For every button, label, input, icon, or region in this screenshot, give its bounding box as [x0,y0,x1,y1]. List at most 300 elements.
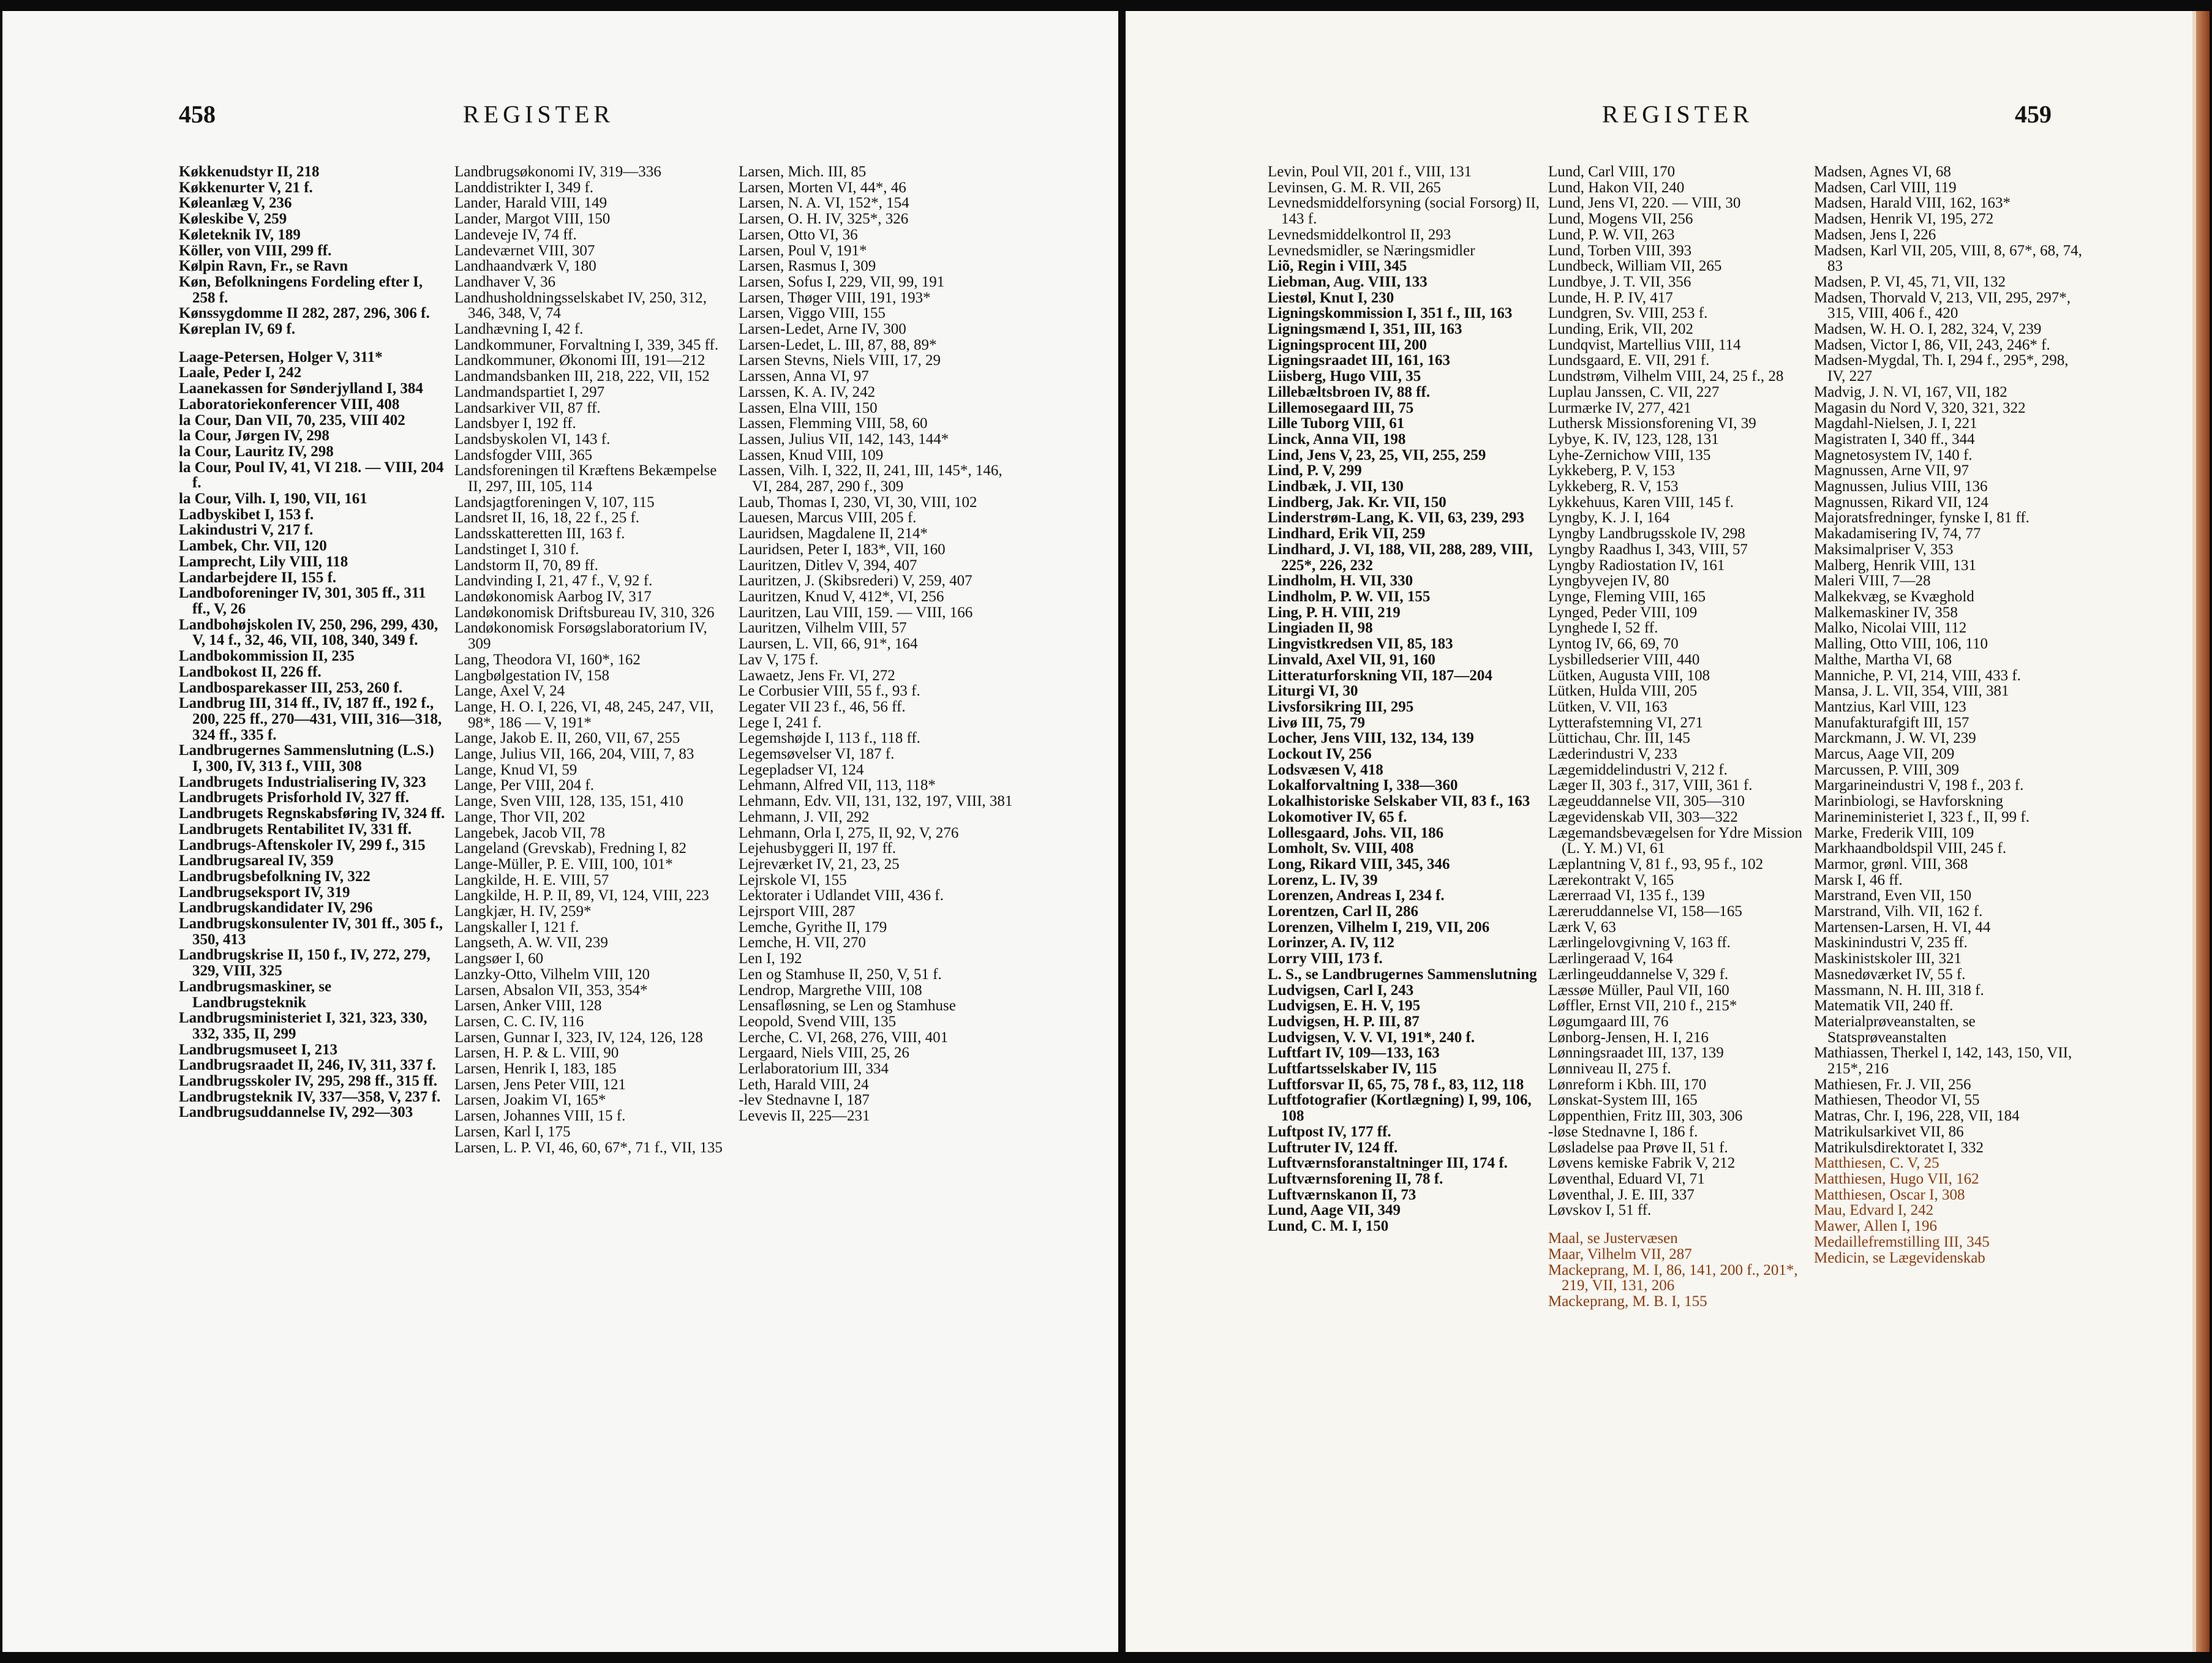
index-entry: Lindhard, J. VI, 188, VII, 288, 289, VIII, 225*, 226, 232 [1268,541,1533,574]
index-entry: Lynghede I, 52 ff. [1548,620,1658,637]
index-entry: Maar, Vilhelm VII, 287 [1548,1245,1692,1263]
index-entry: Larsen, Otto VI, 36 [739,226,858,243]
index-entry: Larsen, Jens Peter VIII, 121 [454,1076,626,1093]
index-entry: Lütken, Hulda VIII, 205 [1548,683,1698,700]
index-entry: Majoratsfredninger, fynske I, 81 ff. [1814,509,2030,527]
index-entry: Levnedsmiddelkontrol II, 293 [1268,226,1451,243]
index-entry: Læssøe Müller, Paul VII, 160 [1548,982,1729,999]
index-entry: Langkilde, H. E. VIII, 57 [454,871,609,888]
index-entry: Landbrugsskoler IV, 295, 298 ff., 315 ff. [179,1073,438,1090]
index-entry: Lander, Margot VIII, 150 [454,211,611,228]
index-entry: Lindholm, H. VII, 330 [1268,572,1413,590]
index-entry: Lindholm, P. W. VII, 155 [1268,588,1431,605]
index-entry: Lønniveau II, 275 f. [1548,1060,1671,1078]
index-entry: la Cour, Vilh. I, 190, VII, 161 [179,490,367,508]
index-entry: Landsarkiver VII, 87 ff. [454,399,601,416]
index-entry: Lønborg-Jensen, H. I, 216 [1548,1029,1709,1046]
index-entry: Mackeprang, M. I, 86, 141, 200 f., 201*, 219, VII, 131, 206 [1548,1261,1798,1294]
index-entry: Köller, von VIII, 299 ff. [179,242,332,259]
index-entry: Luftværnsforanstaltninger III, 174 f. [1268,1155,1508,1172]
index-entry: Malthe, Martha VI, 68 [1814,651,1952,668]
index-entry: Landbrugets Rentabilitet IV, 331 ff. [179,820,412,838]
index-entry: Landboforeninger IV, 301, 305 ff., 311 ff., V, 26 [179,585,426,617]
index-entry: Liebman, Aug. VIII, 133 [1268,273,1428,290]
index-entry: Landbrugernes Sammenslutning (L.S.) I, 300, IV, 313 f., VIII, 308 [179,742,434,775]
index-entry: Larsen-Ledet, Arne IV, 300 [739,321,906,338]
index-entry: Linvald, Axel VII, 91, 160 [1268,651,1435,668]
index-entry: Lege I, 241 f. [739,714,822,731]
index-entry: la Cour, Dan VII, 70, 235, VIII 402 [179,411,405,429]
index-entry: Len og Stamhuse II, 250, V, 51 f. [739,966,942,983]
index-entry: Magdahl-Nielsen, J. I, 221 [1814,415,1977,432]
index-entry: Lanzky-Otto, Vilhelm VIII, 120 [454,966,650,983]
index-entry: Lodsvæsen V, 418 [1268,761,1383,778]
index-entry: Landbrug III, 314 ff., IV, 187 ff., 192 f., 200, 225 ff., 270—431, VIII, 316—318, 324 ff., 335 f. [179,695,442,743]
index-entry: Livsforsikring III, 295 [1268,698,1414,715]
index-entry: Køleteknik IV, 189 [179,226,301,243]
index-entry: Laboratoriekonferencer VIII, 408 [179,396,400,413]
right-column-3 [1814,164,2083,1266]
index-entry: Lauritzen, J. (Skibsrederi) V, 259, 407 [739,572,972,590]
index-entry: Lorentzen, Carl II, 286 [1268,903,1419,920]
index-entry: Medicin, se Lægevidenskab [1814,1249,1985,1266]
index-entry: Lokalforvaltning I, 338—360 [1268,777,1458,794]
index-entry: Lund, Aage VII, 349 [1268,1202,1401,1219]
index-entry: Lütken, Augusta VIII, 108 [1548,667,1710,684]
index-entry: Landmandspartiet I, 297 [454,383,605,400]
index-entry: Lykkehuus, Karen VIII, 145 f. [1548,494,1734,511]
index-entry: Len I, 192 [739,950,802,967]
index-entry: Magnussen, Rikard VII, 124 [1814,494,1988,511]
index-entry: Madsen, W. H. O. I, 282, 324, V, 239 [1814,321,2042,338]
index-entry: Liõ, Regin i VIII, 345 [1268,258,1407,275]
index-entry: Matematik VII, 240 ff. [1814,997,1954,1015]
index-entry: Langbølgestation IV, 158 [454,667,609,684]
index-entry: Lindberg, Jak. Kr. VII, 150 [1268,494,1446,511]
index-entry: Køkkenudstyr II, 218 [179,163,320,180]
index-entry: Lehmann, Alfred VII, 113, 118* [739,777,936,794]
index-entry: Landstorm II, 70, 89 ff. [454,557,598,574]
index-entry: Lakindustri V, 217 f. [179,522,314,539]
index-entry: Madsen, Carl VIII, 119 [1814,179,1957,196]
index-entry: Landbrugets Industrialisering IV, 323 [179,773,426,790]
index-entry: Leopold, Svend VIII, 135 [739,1013,897,1030]
index-entry: -løse Stednavne I, 186 f. [1548,1123,1698,1140]
index-entry: Linderstrøm-Lang, K. VII, 63, 239, 293 [1268,509,1525,527]
index-entry: Laale, Peder I, 242 [179,364,302,381]
index-entry: Løventhal, J. E. III, 337 [1548,1186,1695,1203]
index-entry: Lundqvist, Martellius VIII, 114 [1548,336,1741,353]
index-entry: Ludvigsen, H. P. III, 87 [1268,1013,1420,1030]
index-entry: Landsbyskolen VI, 143 f. [454,430,611,448]
index-entry: Landbrugs-Aftenskoler IV, 299 f., 315 [179,836,426,854]
index-entry: Martensen-Larsen, H. VI, 44 [1814,918,1991,936]
index-entry: Luftruter IV, 124 ff. [1268,1139,1398,1156]
index-entry: Maksimalpriser V, 353 [1814,541,1954,558]
index-entry: Ling, P. H. VIII, 219 [1268,604,1401,621]
index-entry: Landbrugsministeriet I, 321, 323, 330, 332, 335, II, 299 [179,1010,427,1042]
index-entry: Lyngby Landbrugsskole IV, 298 [1548,525,1745,542]
index-entry: Larsen, Mich. III, 85 [739,163,867,180]
index-entry: Lind, P. V, 299 [1268,462,1362,479]
index-entry: Medaillefremstilling III, 345 [1814,1233,1990,1250]
index-entry: Lejehusbyggeri II, 197 ff. [739,840,897,857]
index-entry: Lassen, Knud VIII, 109 [739,446,884,464]
index-entry: Lundstrøm, Vilhelm VIII, 24, 25 f., 28 [1548,368,1784,385]
index-entry: Lang, Theodora VI, 160*, 162 [454,651,641,668]
index-entry: Lundsgaard, E. VII, 291 f. [1548,352,1710,369]
index-entry: Landeværnet VIII, 307 [454,242,595,259]
index-entry: Lehmann, J. VII, 292 [739,808,870,825]
index-entry: Malko, Nicolai VIII, 112 [1814,620,1967,637]
index-entry: Marineministeriet I, 323 f., II, 99 f. [1814,808,2030,825]
index-entry: Lassen, Flemming VIII, 58, 60 [739,415,928,432]
index-entry: Lerche, C. VI, 268, 276, VIII, 401 [739,1029,949,1046]
index-entry: Lange, Axel V, 24 [454,683,565,700]
index-entry: Liisberg, Hugo VIII, 35 [1268,368,1421,385]
index-entry: Langeland (Grevskab), Fredning I, 82 [454,840,687,857]
index-entry: Lund, P. W. VII, 263 [1548,226,1675,243]
index-entry: Lykkeberg, R. V, 153 [1548,478,1679,495]
index-entry: Landhaandværk V, 180 [454,258,596,275]
index-entry: Manufakturafgift III, 157 [1814,714,1969,731]
index-entry: Levevis II, 225—231 [739,1108,870,1125]
index-entry: Køkkenurter V, 21 f. [179,179,313,196]
index-entry: Larsen, L. P. VI, 46, 60, 67*, 71 f., VII, 135 [454,1139,723,1156]
index-entry: Levinsen, G. M. R. VII, 265 [1268,179,1441,196]
index-entry: Landbosparekasser III, 253, 260 f. [179,679,403,696]
index-entry: Levnedsmiddelforsyning (social Forsorg) II, 143 f. [1268,195,1540,228]
index-entry: Luftværnskanon II, 73 [1268,1186,1416,1203]
index-entry: Lejrskole VI, 155 [739,871,847,888]
index-entry: Lauritzen, Ditlev V, 394, 407 [739,557,917,574]
index-entry: Liturgi VI, 30 [1268,683,1358,700]
index-entry: Larsen, Viggo VIII, 155 [739,305,886,322]
index-entry: Madsen, P. VI, 45, 71, VII, 132 [1814,273,2006,290]
index-entry: Litteraturforskning VII, 187—204 [1268,667,1492,684]
index-entry: Magnetosystem IV, 140 f. [1814,446,1973,464]
index-entry: Mansa, J. L. VII, 354, VIII, 381 [1814,683,2009,700]
index-entry: Lange, Thor VII, 202 [454,808,585,825]
index-entry: Landbrugskandidater IV, 296 [179,899,373,917]
index-entry: Larsen, Henrik I, 183, 185 [454,1060,617,1078]
index-entry: Madsen, Henrik VI, 195, 272 [1814,211,1994,228]
index-entry: Lyngby Radiostation IV, 161 [1548,557,1725,574]
index-entry: Lauritzen, Lau VIII, 159. — VIII, 166 [739,604,973,621]
index-entry: Langkilde, H. P. II, 89, VI, 124, VIII, 223 [454,887,709,904]
index-entry: Madsen, Victor I, 86, VII, 243, 246* f. [1814,336,2050,353]
index-entry: Larsen, Karl I, 175 [454,1123,571,1140]
index-entry: Larsen, Morten VI, 44*, 46 [739,179,906,196]
index-entry: Lille Tuborg VIII, 61 [1268,415,1405,432]
index-entry: Lauridsen, Magdalene II, 214* [739,525,928,542]
index-entry: Marstrand, Vilh. VII, 162 f. [1814,903,1983,920]
index-entry: Lægemiddelindustri V, 212 f. [1548,761,1728,778]
index-entry: Legater VII 23 f., 46, 56 ff. [739,698,906,715]
index-entry: Magasin du Nord V, 320, 321, 322 [1814,399,2026,416]
index-entry: Langseth, A. W. VII, 239 [454,934,608,952]
index-entry: Larsen-Ledet, L. III, 87, 88, 89* [739,336,937,353]
index-entry: Kølpin Ravn, Fr., se Ravn [179,258,348,275]
left-column-2 [454,164,729,1155]
index-entry: Larsen Stevns, Niels VIII, 17, 29 [739,352,941,369]
index-entry: Lektorater i Udlandet VIII, 436 f. [739,887,944,904]
index-entry: Lærlingeuddannelse V, 329 f. [1548,966,1729,983]
index-entry: Kønssygdomme II 282, 287, 296, 306 f. [179,305,430,322]
index-entry: Lønreform i Kbh. III, 170 [1548,1076,1707,1093]
index-entry: Landsforeningen til Kræftens Bekæmpelse II, 297, III, 105, 114 [454,462,717,495]
index-entry: Lehmann, Edv. VII, 131, 132, 197, VIII, 381 [739,793,1013,810]
index-entry: Luplau Janssen, C. VII, 227 [1548,383,1720,400]
index-entry: Lokalhistoriske Selskaber VII, 83 f., 163 [1268,793,1530,810]
index-entry: Madsen, Harald VIII, 162, 163* [1814,195,2011,212]
index-entry: Lendrop, Margrethe VIII, 108 [739,982,922,999]
index-entry: Lockout IV, 256 [1268,746,1372,763]
index-entry: L. S., se Landbrugernes Sammenslutning [1268,966,1537,983]
index-entry: Mantzius, Karl VIII, 123 [1814,698,1966,715]
index-entry: Landeveje IV, 74 ff. [454,226,577,243]
index-entry: Lykkeberg, P. V, 153 [1548,462,1675,479]
index-entry: Landbrugskonsulenter IV, 301 ff., 305 f., 350, 413 [179,915,443,948]
index-entry: Lærekontrakt V, 165 [1548,871,1674,888]
index-entry: Lorinzer, A. IV, 112 [1268,934,1394,952]
index-entry: Lunding, Erik, VII, 202 [1548,321,1694,338]
index-entry: Løppenthien, Fritz III, 303, 306 [1548,1108,1743,1125]
index-entry: Lund, C. M. I, 150 [1268,1218,1389,1235]
index-entry: Lundgren, Sv. VIII, 253 f. [1548,305,1708,322]
index-entry: Manniche, P. VI, 214, VIII, 433 f. [1814,667,2021,684]
index-entry: Langsøer I, 60 [454,950,544,967]
index-entry: Madsen, Jens I, 226 [1814,226,1936,243]
index-entry: Mathiesen, Fr. J. VII, 256 [1814,1076,1971,1093]
index-entry: Locher, Jens VIII, 132, 134, 139 [1268,730,1474,747]
index-entry: Laub, Thomas I, 230, VI, 30, VIII, 102 [739,494,977,511]
index-entry: la Cour, Poul IV, 41, VI 218. — VIII, 204 f. [179,459,444,492]
index-entry: Landsskatteretten III, 163 f. [454,525,625,542]
section-gap [1548,1218,1818,1231]
index-entry: Marcussen, P. VIII, 309 [1814,761,1960,778]
index-entry: Malkemaskiner IV, 358 [1814,604,1958,621]
index-entry: Maskinindustri V, 235 ff. [1814,934,1968,952]
index-entry: Luftfartsselskaber IV, 115 [1268,1060,1437,1078]
index-entry: Marstrand, Even VII, 150 [1814,887,1972,904]
index-entry: Landøkonomisk Aarbog IV, 317 [454,588,652,605]
index-entry: Ligningsmænd I, 351, III, 163 [1268,321,1462,338]
index-entry: Lærerraad VI, 135 f., 139 [1548,887,1705,904]
index-entry: Lemche, H. VII, 270 [739,934,866,952]
index-entry: Lund, Mogens VII, 256 [1548,211,1693,228]
index-entry: Landsjagtforeningen V, 107, 115 [454,494,655,511]
index-entry: Langkjær, H. IV, 259* [454,903,592,920]
index-entry: Lauridsen, Peter I, 183*, VII, 160 [739,541,946,558]
index-entry: Landbrugseksport IV, 319 [179,884,350,901]
index-entry: Marmor, grønl. VIII, 368 [1814,855,1968,873]
index-entry: Lergaard, Niels VIII, 25, 26 [739,1045,909,1062]
index-entry: Magistraten I, 340 ff., 344 [1814,430,1975,448]
index-entry: Luftpost IV, 177 ff. [1268,1123,1391,1140]
index-entry: Lyngbyvejen IV, 80 [1548,572,1669,590]
index-entry: Lange, Knud VI, 59 [454,761,577,778]
index-entry: Lyngby Raadhus I, 343, VIII, 57 [1548,541,1748,558]
index-entry: Luthersk Missionsforening VI, 39 [1548,415,1756,432]
index-entry: Luftforsvar II, 65, 75, 78 f., 83, 112, 118 [1268,1076,1524,1093]
index-entry: Landbrugets Regnskabsføring IV, 324 ff. [179,805,445,822]
index-entry: Lytterafstemning VI, 271 [1548,714,1703,731]
index-entry: Luftfart IV, 109—133, 163 [1268,1045,1440,1062]
index-entry: Liestøl, Knut I, 230 [1268,289,1394,306]
index-entry: Læderindustri V, 233 [1548,746,1677,763]
index-entry: Lærk V, 63 [1548,918,1616,936]
index-entry: Lorenzen, Andreas I, 234 f. [1268,887,1445,904]
left-page-number: 458 [179,100,216,128]
index-entry: Lind, Jens V, 23, 25, VII, 255, 259 [1268,446,1486,464]
index-entry: Madsen, Agnes VI, 68 [1814,163,1951,180]
index-entry: Luftværnsforening II, 78 f. [1268,1171,1443,1187]
index-entry: Køleskibe V, 259 [179,211,287,228]
index-entry: Lønskat-System III, 165 [1548,1092,1698,1109]
index-entry: Ligningsprocent III, 200 [1268,336,1428,353]
index-entry: Larsen, Sofus I, 229, VII, 99, 191 [739,273,945,290]
index-entry: Landbrugskrise II, 150 f., IV, 272, 279, 329, VIII, 325 [179,947,431,980]
index-entry: Larsen, H. P. & L. VIII, 90 [454,1045,619,1062]
index-entry: Lauritzen, Vilhelm VIII, 57 [739,620,907,637]
index-entry: Landsret II, 16, 18, 22 f., 25 f. [454,509,640,527]
index-entry: Lambek, Chr. VII, 120 [179,538,327,555]
index-entry: Magnussen, Arne VII, 97 [1814,462,1969,479]
index-entry: Lejrsport VIII, 287 [739,903,856,920]
index-entry: Lassen, Vilh. I, 322, II, 241, III, 145*, 146, VI, 284, 287, 290 f., 309 [739,462,1003,495]
index-entry: Landøkonomisk Driftsbureau IV, 310, 326 [454,604,715,621]
left-running-head: REGISTER [463,100,615,128]
index-entry: Larssen, Anna VI, 97 [739,368,869,385]
index-entry: Madsen, Thorvald V, 213, VII, 295, 297*, 315, VIII, 406 f., 420 [1814,289,2071,322]
index-entry: Lund, Torben VIII, 393 [1548,242,1692,259]
index-entry: Larsen, Anker VIII, 128 [454,997,602,1015]
index-entry: Køleanlæg V, 236 [179,195,292,212]
index-entry: Landbrugsbefolkning IV, 322 [179,868,371,885]
index-entry: Marsk I, 46 ff. [1814,871,1903,888]
index-entry: Lange, Sven VIII, 128, 135, 151, 410 [454,793,683,810]
index-entry: Linck, Anna VII, 198 [1268,430,1406,448]
index-entry: Marinbiologi, se Havforskning [1814,793,2003,810]
index-entry: Lurmærke IV, 277, 421 [1548,399,1691,416]
index-entry: Malberg, Henrik VIII, 131 [1814,557,1976,574]
index-entry: Lejreværket IV, 21, 23, 25 [739,855,900,873]
index-entry: Landbrugsmaskiner, se Landbrugsteknik [179,978,332,1011]
index-entry: Lunde, H. P. IV, 417 [1548,289,1673,306]
index-entry: Lillebæltsbroen IV, 88 ff. [1268,383,1431,400]
index-entry: Landmandsbanken III, 218, 222, VII, 152 [454,368,710,385]
right-column-2 [1548,164,1818,1310]
index-entry: Lange, H. O. I, 226, VI, 48, 245, 247, VII, 98*, 186 — V, 191* [454,698,714,731]
index-entry: Larsen, Rasmus I, 309 [739,258,876,275]
index-entry: Lassen, Julius VII, 142, 143, 144* [739,430,949,448]
index-entry: Lyhe-Zernichow VIII, 135 [1548,446,1711,464]
index-entry: Materialprøveanstalten, se Statsprøveanstalten [1814,1013,1976,1046]
index-entry: Lønningsraadet III, 137, 139 [1548,1045,1724,1062]
index-entry: Maskinistskoler III, 321 [1814,950,1962,967]
index-entry: Larsen, Johannes VIII, 15 f. [454,1108,626,1125]
index-entry: Lægemandsbevægelsen for Ydre Mission (L. Y. M.) VI, 61 [1548,824,1802,857]
index-entry: Lange-Müller, P. E. VIII, 100, 101* [454,855,673,873]
index-entry: Madsen-Mygdal, Th. I, 294 f., 295*, 298, IV, 227 [1814,352,2069,385]
index-entry: Larsen, Poul V, 191* [739,242,867,259]
index-entry: -lev Stednavne I, 187 [739,1092,870,1109]
index-entry: Levnedsmidler, se Næringsmidler [1268,242,1475,259]
index-entry: Larssen, K. A. IV, 242 [739,383,876,400]
index-entry: Magnussen, Julius VIII, 136 [1814,478,1988,495]
index-entry: Lange, Julius VII, 166, 204, VIII, 7, 83 [454,746,694,763]
index-entry: Lüttichau, Chr. III, 145 [1548,730,1690,747]
index-entry: Landhusholdningsselskabet IV, 250, 312, 346, 348, V, 74 [454,289,707,322]
index-entry: Long, Rikard VIII, 345, 346 [1268,855,1450,873]
index-entry: Lærlingeraad V, 164 [1548,950,1673,967]
index-entry: Lingvistkredsen VII, 85, 183 [1268,636,1453,653]
index-entry: Lorenz, L. IV, 39 [1268,871,1378,888]
index-entry: Ludvigsen, V. V. VI, 191*, 240 f. [1268,1029,1475,1046]
index-entry: Laursen, L. VII, 66, 91*, 164 [739,636,918,653]
index-entry: Lav V, 175 f. [739,651,819,668]
index-entry: Læplantning V, 81 f., 93, 95 f., 102 [1548,855,1764,873]
index-entry: Maleri VIII, 7—28 [1814,572,1931,590]
right-page-number: 459 [2015,100,2052,128]
index-entry: Ladbyskibet I, 153 f. [179,506,314,523]
index-entry: la Cour, Jørgen IV, 298 [179,427,329,445]
index-entry: Ligningsraadet III, 161, 163 [1268,352,1450,369]
index-entry: Landbrugsuddannelse IV, 292—303 [179,1104,413,1121]
index-entry: Langebek, Jacob VII, 78 [454,824,605,841]
index-entry: Landkommuner, Økonomi III, 191—212 [454,352,705,369]
index-entry: Landarbejdere II, 155 f. [179,569,337,586]
index-entry: Landbrugsøkonomi IV, 319—336 [454,163,661,180]
right-running-head: REGISTER [1602,100,1754,128]
index-entry: Læger II, 303 f., 317, VIII, 361 f. [1548,777,1753,794]
index-entry: Lundbye, J. T. VII, 356 [1548,273,1691,290]
index-entry: Landdistrikter I, 349 f. [454,179,594,196]
index-entry: Lysbilledserier VIII, 440 [1548,651,1700,668]
index-entry: Lemche, Gyrithe II, 179 [739,918,887,936]
index-entry: Landbrugsmuseet I, 213 [179,1041,338,1058]
index-entry: Lybye, K. IV, 123, 128, 131 [1548,430,1719,448]
index-entry: Mackeprang, M. B. I, 155 [1548,1293,1707,1310]
index-entry: Ludvigsen, Carl I, 243 [1268,982,1414,999]
index-entry: Madsen, Karl VII, 205, VIII, 8, 67*, 68, 74, 83 [1814,242,2082,275]
index-entry: Malkekvæg, se Kvæghold [1814,588,1974,605]
index-entry: Landbohøjskolen IV, 250, 296, 299, 430, V, 14 f., 32, 46, VII, 108, 340, 349 f. [179,616,438,649]
index-entry: Løffler, Ernst VII, 210 f., 215* [1548,997,1737,1015]
index-entry: Lehmann, Orla I, 275, II, 92, V, 276 [739,824,959,841]
index-entry: Lyngby, K. J. I, 164 [1548,509,1670,527]
index-entry: Lindbæk, J. VII, 130 [1268,478,1404,495]
index-entry: Marcus, Aage VII, 209 [1814,746,1955,763]
index-entry: Laanekassen for Sønderjylland I, 384 [179,380,423,397]
index-entry: Lensafløsning, se Len og Stamhuse [739,997,956,1015]
index-entry: Landbrugets Prisforhold IV, 327 ff. [179,789,409,806]
index-entry: Lingiaden II, 98 [1268,620,1373,637]
index-entry: Landbokommission II, 235 [179,648,355,665]
index-entry: Margarineindustri V, 198 f., 203 f. [1814,777,2024,794]
index-entry: Luftfotografier (Kortlægning) I, 99, 106, 108 [1268,1092,1532,1125]
index-entry: Lundbeck, William VII, 265 [1548,258,1722,275]
index-entry: Matras, Chr. I, 196, 228, VII, 184 [1814,1108,2020,1125]
index-entry: Ligningskommission I, 351 f., III, 163 [1268,305,1513,322]
index-entry: Larsen, Gunnar I, 323, IV, 124, 126, 128 [454,1029,703,1046]
index-entry: Maal, se Justervæsen [1548,1230,1678,1247]
right-column-1 [1268,164,1542,1234]
index-entry: Larsen, Joakim VI, 165* [454,1092,606,1109]
index-entry: Mathiesen, Theodor VI, 55 [1814,1092,1980,1109]
index-entry: Lokomotiver IV, 65 f. [1268,808,1407,825]
